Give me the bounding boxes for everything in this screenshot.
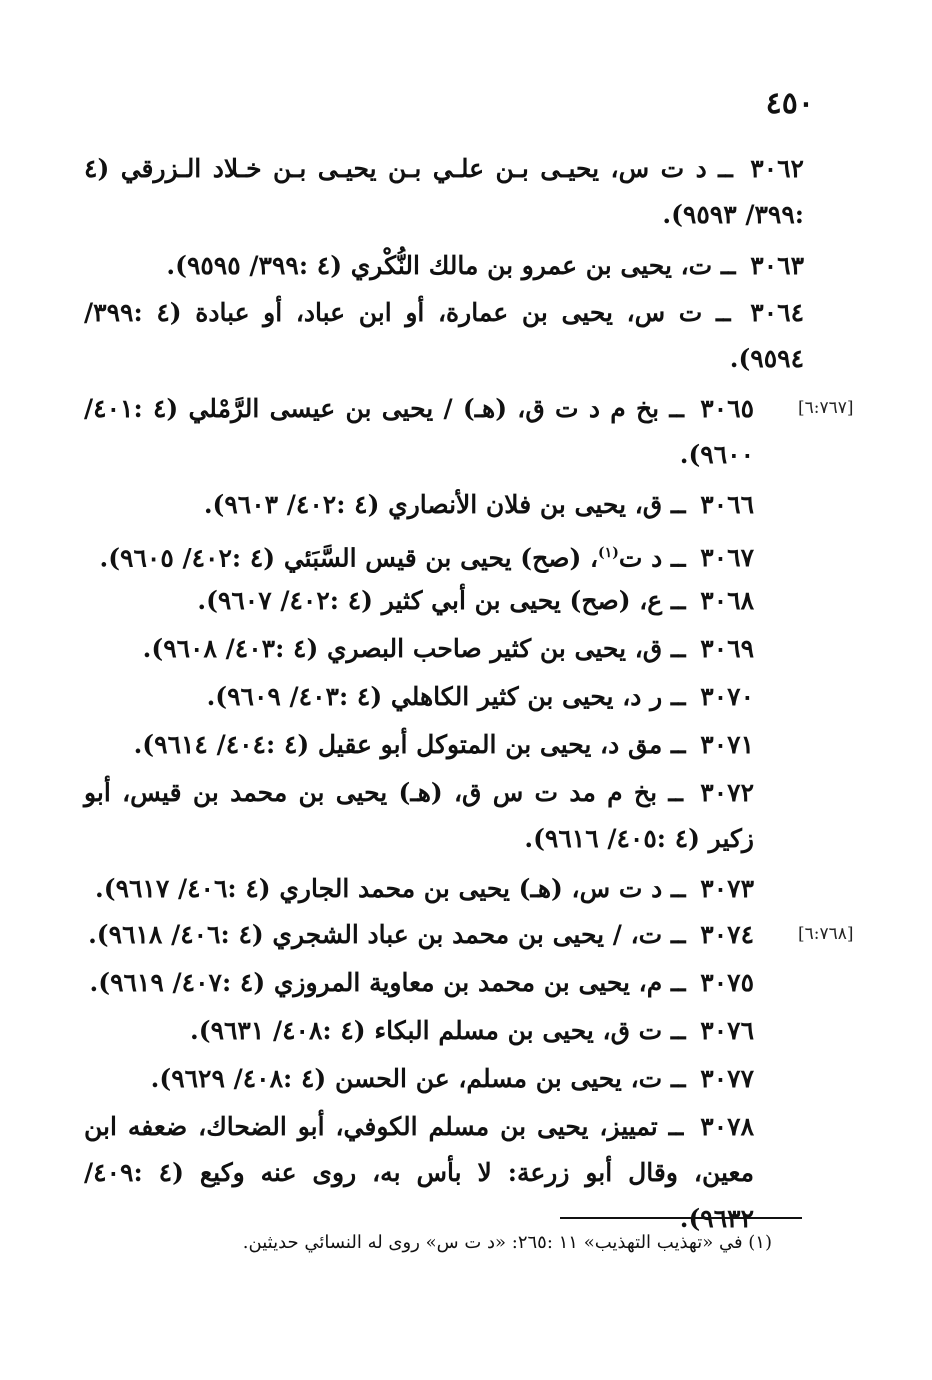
entry-text: ــ د ت: [618, 543, 686, 573]
entry-3066: [204, 482, 754, 528]
page-number: ٤٥٠: [765, 86, 814, 121]
entry-3065: [84, 386, 754, 478]
entry-3071: [134, 722, 754, 768]
entry-3072: [84, 770, 754, 862]
entry-number: ٣٠٦٤: [750, 298, 804, 327]
entry-number: ٣٠٧٢: [700, 778, 754, 807]
entry-text-rest: ، (صح) يحيى بن قيس السَّبَئي (٤ :٤٠٢/ ٩٦٠٥).: [99, 543, 599, 573]
entry-number: ٣٠٧٣: [700, 874, 754, 903]
entry-3073: [95, 866, 754, 912]
entry-number: ٣٠٦٨: [700, 586, 754, 615]
footnote-separator: [560, 1217, 802, 1219]
entry-number: ٣٠٧٠: [700, 682, 754, 711]
entry-text: ــ تمييز، يحيى بن مسلم الكوفي، أبو الضحاك، ضعفه ابن معين، وقال أبو زرعة: لا بأس به، روى عنه وكيع (٤ :٤٠٩/ ٩٦٣٢).: [84, 1112, 754, 1233]
entry-3075: [90, 960, 754, 1006]
entry-text: ــ ق، يحيى بن كثير صاحب البصري (٤ :٤٠٣/ ٩٦٠٨).: [142, 634, 686, 663]
footnote-marker: (١): [598, 545, 619, 561]
entry-3067: [100, 530, 755, 581]
entry-text: ــ ت، يحيى بن عمرو بن مالك النُّكْري (٤ :٣٩٩/ ٩٥٩٥).: [166, 251, 736, 280]
entry-text: ــ د ت س، (هـ) يحيى بن محمد الجاري (٤ :٤٠٦/ ٩٦١٧).: [95, 874, 686, 903]
entry-number: ٣٠٦٣: [750, 251, 804, 280]
entry-text: ــ ر د، يحيى بن كثير الكاهلي (٤ :٤٠٣/ ٩٦٠٩).: [206, 682, 686, 711]
entry-text: ــ ت، يحيى بن مسلم، عن الحسن (٤ :٤٠٨/ ٩٦٢٩).: [150, 1064, 686, 1093]
entry-text: ــ ت س، يحيى بن عمارة، أو ابن عباد، أو عبادة (٤ :٣٩٩/ ٩٥٩٤).: [84, 298, 804, 373]
entry-text: ــ د ت س، يحيـى بـن علـي بـن يحيـى بـن خـلاد الـزرقي (٤ :٣٩٩/ ٩٥٩٣).: [84, 154, 804, 229]
entry-number: ٣٠٧٦: [700, 1016, 754, 1045]
entry-text: ــ بخ م مد ت س ق، (هـ) يحيى بن محمد بن قيس، أبو زكير (٤ :٤٠٥/ ٩٦١٦).: [84, 778, 754, 853]
margin-reference: [٦:٧٦٨]: [798, 924, 854, 944]
entry-text: ــ مق د، يحيى بن المتوكل أبو عقيل (٤ :٤٠٤/ ٩٦١٤).: [133, 730, 686, 759]
entry-3078: [84, 1104, 754, 1242]
entry-number: ٣٠٧٨: [700, 1112, 754, 1141]
entry-text: ــ م، يحيى بن محمد بن معاوية المروزي (٤ :٤٠٧/ ٩٦١٩).: [89, 968, 686, 997]
entry-text: ــ ت، / يحيى بن محمد بن عباد الشجري (٤ :٤٠٦/ ٩٦١٨).: [88, 920, 686, 949]
entry-3077: [151, 1056, 754, 1102]
entry-3068: [197, 578, 754, 624]
entry-number: ٣٠٧٥: [700, 968, 754, 997]
entry-text: ــ بخ م د ت ق، (هـ) / يحيى بن عيسى الرَّمْلي (٤ :٤٠١/ ٩٦٠٠).: [84, 394, 754, 469]
entry-number: ٣٠٦٥: [700, 394, 754, 423]
entry-3063: [166, 243, 804, 289]
entry-3062: [84, 146, 804, 238]
footnote: (١) في «تهذيب التهذيب» ١١ :٢٦٥: «د ت س» روى له النسائي حديثين.: [242, 1232, 772, 1253]
entry-number: ٣٠٦٢: [750, 154, 804, 183]
entry-text: ــ ق، يحيى بن فلان الأنصاري (٤ :٤٠٢/ ٩٦٠٣).: [203, 490, 686, 519]
entry-text: ــ ت ق، يحيى بن مسلم البكاء (٤ :٤٠٨/ ٩٦٣١).: [190, 1016, 686, 1045]
entry-number: ٣٠٧١: [700, 730, 754, 759]
entry-3064: [84, 290, 804, 382]
entry-number: ٣٠٦٦: [700, 490, 754, 519]
entry-3070: [207, 674, 754, 720]
entry-3076: [190, 1008, 754, 1054]
margin-reference: [٦:٧٦٧]: [798, 398, 854, 418]
entry-number: ٣٠٦٧: [700, 543, 754, 573]
entry-3074: [88, 912, 754, 958]
entry-number: ٣٠٦٩: [700, 634, 754, 663]
entry-text: ــ ع، (صح) يحيى بن أبي كثير (٤ :٤٠٢/ ٩٦٠٧).: [197, 586, 686, 615]
entry-number: ٣٠٧٧: [700, 1064, 754, 1093]
entry-3069: [143, 626, 754, 672]
entry-number: ٣٠٧٤: [700, 920, 754, 949]
